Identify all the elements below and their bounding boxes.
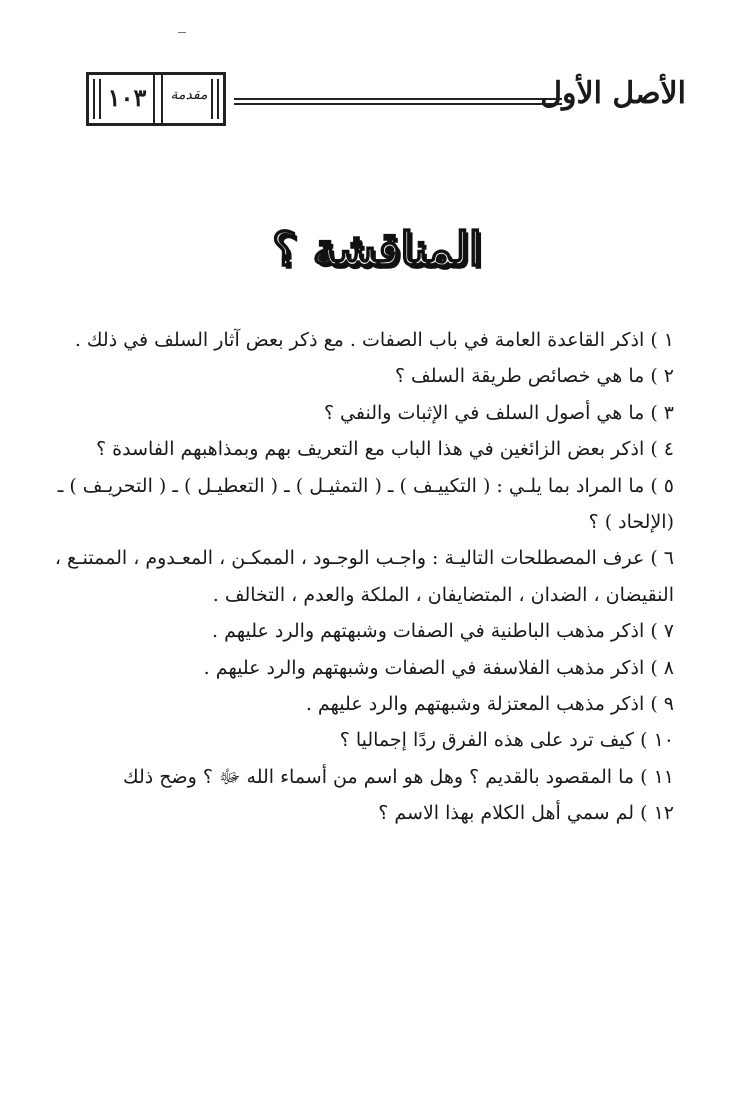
question-line: ٣ ) ما هي أصول السلف في الإثبات والنفي ؟ — [323, 401, 674, 424]
question-line: ٤ ) اذكر بعض الزائغين في هذا الباب مع التعريف بهم وبمذاهبهم الفاسدة ؟ — [96, 438, 674, 461]
page-top-mark — [178, 32, 186, 33]
book-ornament-icon — [86, 72, 226, 126]
questions-list — [54, 322, 674, 832]
question-line: ١ ) اذكر القاعدة العامة في باب الصفات . مع ذكر بعض آثار السلف في ذلك . — [74, 329, 674, 351]
book-spine — [153, 75, 163, 123]
question-line: ٧ ) اذكر مذهب الباطنية في الصفات وشبهتهم والرد عليهم . — [212, 620, 674, 643]
question-line: ٨ ) اذكر مذهب الفلاسفة في الصفات وشبهتهم والرد عليهم . — [203, 656, 674, 679]
book-label: مقدمة — [170, 87, 208, 103]
page-header — [86, 72, 686, 132]
chapter-title: الأصل الأول — [540, 76, 686, 111]
question-line: ٩ ) اذكر مذهب المعتزلة وشبهتهم والرد عليهم . — [305, 693, 674, 716]
question-line: ٥ ) ما المراد بما يلـي : ( التكييـف ) ـ ( التمثيـل ) ـ ( التعطيـل ) ـ ( التحريـف ) ـ — [57, 474, 674, 497]
question-line-continuation: النقيضان ، الضدان ، المتضايفان ، الملكة والعدم ، التخالف . — [212, 583, 674, 606]
question-line: ١١ ) ما المقصود بالقديم ؟ وهل هو اسم من أسماء الله ﷻ ؟ وضح ذلك — [122, 765, 674, 788]
section-title: المناقشة ؟ — [272, 222, 482, 276]
question-line: ٢ ) ما هي خصائص طريقة السلف ؟ — [394, 365, 674, 388]
header-divider — [234, 98, 562, 105]
question-line: ١٢ ) لم سمي أهل الكلام بهذا الاسم ؟ — [378, 802, 674, 825]
question-line: ١٠ ) كيف ترد على هذه الفرق ردًا إجماليا ؟ — [339, 729, 674, 752]
question-line: ٦ ) عرف المصطلحات التاليـة : واجـب الوجـود ، الممكـن ، المعـدوم ، الممتنـع ، — [54, 547, 674, 570]
question-line-continuation: (الإلحاد ) ؟ — [588, 511, 674, 534]
page-number: ١٠٣ — [107, 83, 147, 112]
